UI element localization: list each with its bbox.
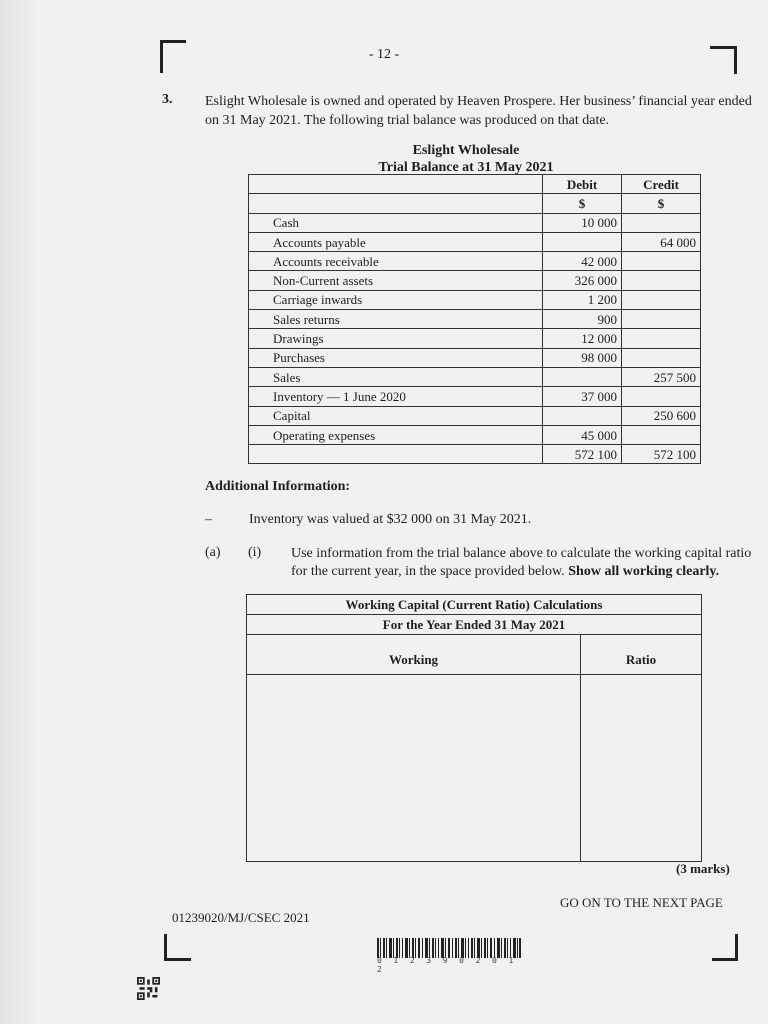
marks-allocation: (3 marks) [676, 861, 730, 876]
part-a-line-2-text: for the current year, in the space provided below. [291, 564, 569, 579]
table-row [249, 271, 701, 290]
ratio-column-header: Ratio [625, 652, 657, 667]
working-column-header: Working [388, 652, 439, 667]
debit-amount: 326 000 [543, 271, 622, 290]
page-number: - 12 - [368, 47, 400, 62]
currency-debit: $ [543, 194, 622, 213]
part-a-emphasis: Show all working clearly [568, 564, 716, 579]
debit-amount: 98 000 [543, 348, 622, 367]
sub-part-label: (i) [248, 545, 262, 560]
question-intro-line-1: Eslight Wholesale is owned and operated by Heaven Prospere. Her business’ financial year ended [205, 94, 752, 109]
credit-amount: 257 500 [622, 367, 701, 386]
account-name: Capital [249, 406, 543, 425]
scan-edge-shadow [0, 0, 40, 1024]
header-credit: Credit [622, 175, 701, 194]
debit-amount: 900 [543, 310, 622, 329]
debit-amount: 1 200 [543, 290, 622, 309]
debit-amount: 10 000 [543, 213, 622, 232]
table-row [249, 348, 701, 367]
debit-amount: 42 000 [543, 252, 622, 271]
account-name: Purchases [249, 348, 543, 367]
table-row [249, 310, 701, 329]
account-name: Carriage inwards [249, 290, 543, 309]
question-intro [205, 92, 752, 130]
credit-amount [622, 271, 701, 290]
table-row [249, 387, 701, 406]
debit-amount: 37 000 [543, 387, 622, 406]
account-name: Inventory — 1 June 2020 [249, 387, 543, 406]
currency-account-cell [249, 194, 543, 213]
credit-amount: 250 600 [622, 406, 701, 425]
credit-amount [622, 387, 701, 406]
working-answer-box [246, 594, 702, 862]
working-header-divider [247, 674, 701, 675]
debit-amount [543, 406, 622, 425]
debit-amount [543, 367, 622, 386]
part-a-question [291, 545, 751, 581]
account-name: Non-Current assets [249, 271, 543, 290]
question-number: 3. [162, 92, 173, 107]
account-name: Sales returns [249, 310, 543, 329]
table-row [249, 367, 701, 386]
table-row [249, 329, 701, 348]
working-answer-area[interactable] [249, 677, 578, 859]
header-account-cell [249, 175, 543, 194]
account-name: Cash [249, 213, 543, 232]
table-row [249, 232, 701, 251]
barcode-icon [377, 938, 521, 958]
ratio-answer-area[interactable] [583, 677, 699, 859]
debit-amount: 45 000 [543, 425, 622, 444]
table-row [249, 406, 701, 425]
part-label: (a) [205, 545, 221, 560]
credit-amount [622, 310, 701, 329]
table-row [249, 213, 701, 232]
account-name: Accounts receivable [249, 252, 543, 271]
working-box-title: Working Capital (Current Ratio) Calculations [247, 595, 701, 615]
trial-balance-title: Eslight Wholesale [412, 143, 520, 158]
header-debit: Debit [543, 175, 622, 194]
table-row [249, 425, 701, 444]
go-on-next-page: GO ON TO THE NEXT PAGE [560, 895, 723, 910]
account-name: Drawings [249, 329, 543, 348]
debit-amount: 12 000 [543, 329, 622, 348]
qr-code-icon [137, 977, 160, 1000]
currency-credit: $ [622, 194, 701, 213]
debit-amount [543, 232, 622, 251]
working-column-divider [580, 635, 581, 861]
additional-info-heading: Additional Information: [205, 479, 351, 494]
account-name: Sales [249, 367, 543, 386]
credit-amount [622, 348, 701, 367]
total-credit: 572 100 [622, 445, 701, 464]
account-name: Operating expenses [249, 425, 543, 444]
credit-amount [622, 213, 701, 232]
bullet-dash: – [205, 512, 212, 527]
table-header-row [249, 175, 701, 194]
credit-amount [622, 290, 701, 309]
credit-amount [622, 252, 701, 271]
part-a-line-2 [291, 563, 751, 581]
table-row [249, 290, 701, 309]
table-row [249, 252, 701, 271]
credit-amount [622, 329, 701, 348]
question-intro-line-2: on 31 May 2021. The following trial balance was produced on that date. [205, 113, 610, 128]
part-a-line-1: Use information from the trial balance above to calculate the working capital ratio [291, 546, 752, 561]
trial-balance-subtitle: Trial Balance at 31 May 2021 [378, 160, 554, 175]
total-debit: 572 100 [543, 445, 622, 464]
paper-code: 01239020/MJ/CSEC 2021 [172, 910, 310, 925]
totals-account-cell [249, 445, 543, 464]
credit-amount [622, 425, 701, 444]
table-currency-row [249, 194, 701, 213]
barcode-digits: 0 1 2 3 9 0 2 0 1 2 [377, 956, 517, 974]
account-name: Accounts payable [249, 232, 543, 251]
credit-amount: 64 000 [622, 232, 701, 251]
additional-info-item: Inventory was valued at $32 000 on 31 May 2021. [249, 512, 532, 527]
trial-balance-table [248, 174, 701, 464]
part-a-line-2-end: . [715, 564, 720, 579]
working-box-subtitle: For the Year Ended 31 May 2021 [247, 615, 701, 635]
table-totals-row [249, 445, 701, 464]
